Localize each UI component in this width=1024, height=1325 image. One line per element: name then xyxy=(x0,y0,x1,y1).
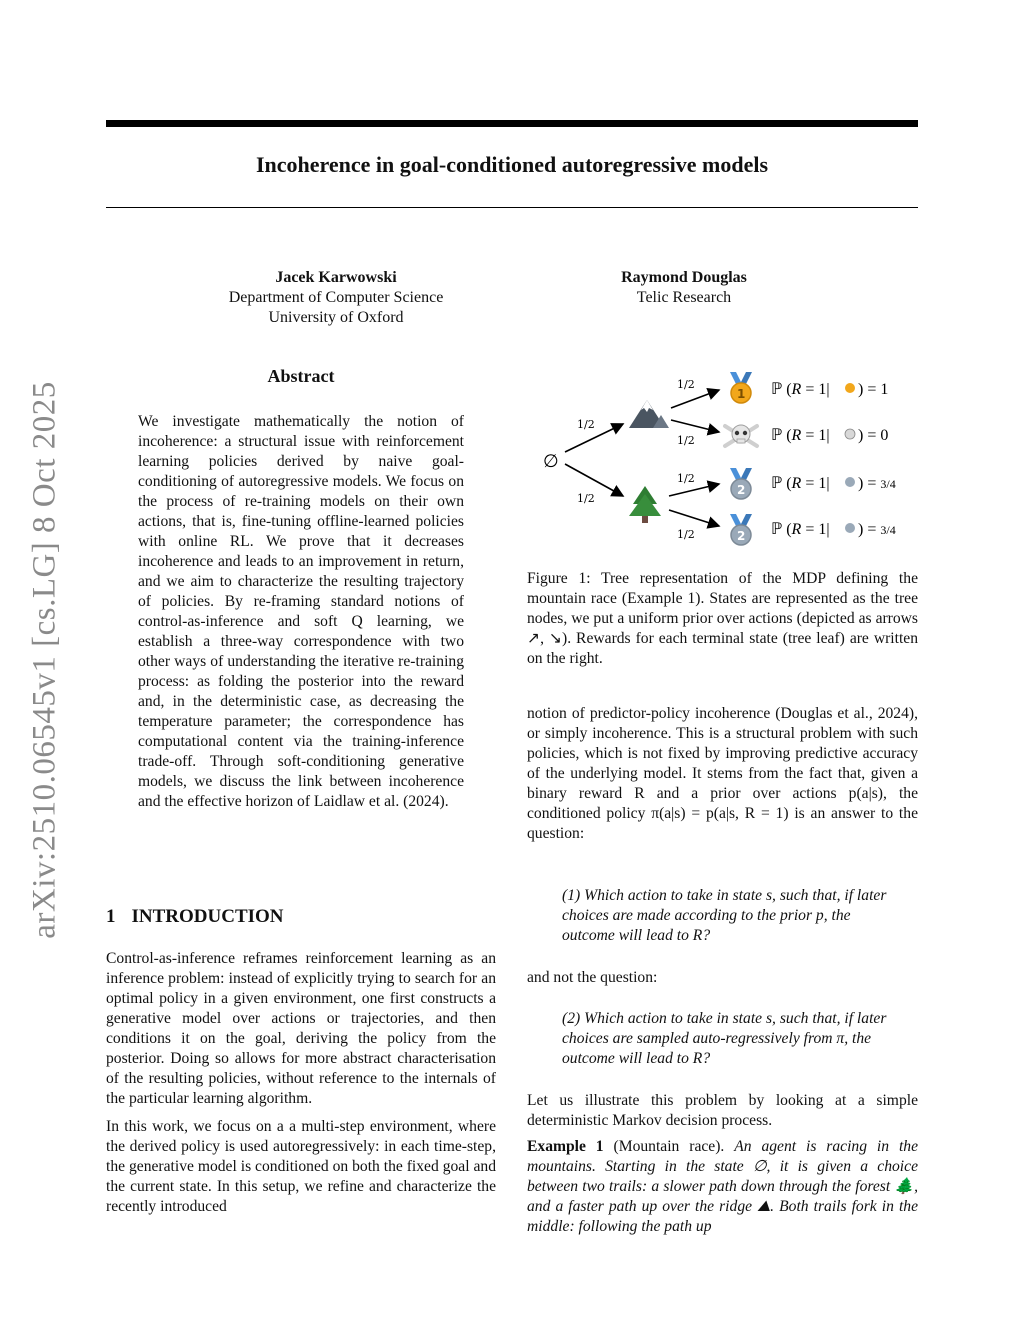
svg-text:ℙ (R = 1|: ℙ (R = 1| xyxy=(771,381,830,398)
prob-symbol: ℙ xyxy=(771,475,783,492)
silver-medal-icon xyxy=(730,514,752,545)
top-rule xyxy=(106,120,918,127)
arrow-up xyxy=(669,484,719,496)
paragraph: notion of predictor-policy incoherence (Douglas et al., 2024), or simply incoherence. This is a structural problem with such policies, which is not fixed by improving predictive accuracy of the underlying model. It stems from the fact that, given a binary reward R and a prior over actions p(a|s), the conditioned policy π(a|s) = p(a|s, R = 1) is an answer to the question: xyxy=(527,705,918,842)
author-name: Jacek Karwowski xyxy=(275,269,397,286)
prob-label: 1/2 xyxy=(677,472,695,485)
svg-text:ℙ (R = 1|: ℙ (R = 1| xyxy=(771,427,830,444)
author-affiliation: Department of Computer Science xyxy=(228,289,444,306)
title-rule xyxy=(106,207,918,208)
illustrate-paragraph xyxy=(527,1091,918,1139)
question-1: (1) Which action to take in state s, such that, if later choices are made according to the prior p, the outcome will lead to R? xyxy=(562,887,887,944)
and-not-line xyxy=(527,968,918,996)
prob-label: 1/2 xyxy=(677,378,695,391)
author-affiliation: Telic Research xyxy=(636,289,732,306)
example-text: An agent is racing in the mountains. Starting in the state ∅, it is given a choice between two trails: a slower path down through the forest 🌲, and a faster path up over the ridge ⛰. Both trails fork in the middle: following the path up xyxy=(527,1138,918,1235)
right-column-body xyxy=(527,704,918,852)
section-number: 1 xyxy=(106,906,116,927)
paragraph: Let us illustrate this problem by looking at a simple deterministic Markov decision process. xyxy=(527,1092,918,1129)
leaf-value: 3/4 xyxy=(880,523,896,537)
caption-text: Figure 1: Tree representation of the MDP defining the mountain race (Example 1). States are represented as the tree nodes, we put a uniform prior over actions (depicted as arrows ↗, ↘). Rewards for each terminal state (tree leaf) are written on the right. xyxy=(527,570,918,667)
prob-symbol: ℙ xyxy=(771,521,783,538)
arrow-down xyxy=(671,420,719,432)
abstract-heading: Abstract xyxy=(267,366,335,386)
gold-medal-icon xyxy=(730,372,752,403)
paragraph: and not the question: xyxy=(527,969,658,986)
mountain-icon xyxy=(629,400,669,428)
skull-icon xyxy=(725,425,757,446)
root-state: ∅ xyxy=(543,451,559,472)
example-paragraph xyxy=(527,1137,918,1237)
svg-text:) = 3/4: ) = 3/4 xyxy=(858,475,896,492)
intro-body xyxy=(106,949,496,1225)
prob-symbol: ℙ xyxy=(771,381,783,398)
author-affiliation: University of Oxford xyxy=(268,309,404,326)
svg-text:) = 1: ) = 1 xyxy=(858,381,889,398)
abstract-text: We investigate mathematically the notion of incoherence: a structural issue with reinforcement learning policies derived by naive goal-conditioning of autoregressive models. We focus on the process of re-training models on their own actions, that is, fine-tuning offline-learned policies with online RL. We prove that it decreases incoherence and leads to an improvement in return, and we aim to characterize the resulting trajectory of policies. By re-framing standard notions of control-as-inference and soft Q learning, we establish a three-way correspondence with two other ways of understanding the iterative re-training process: as folding the posterior into the reward and, in the deterministic case, as decreasing the temperature parameter; the correspondence has computational content via the training-inference trade-off. Through soft-conditioning generative models, we discuss the link between incoherence and the effective horizon of Laidlaw et al. (2024). xyxy=(138,413,464,810)
leaf-value: 3/4 xyxy=(880,477,896,491)
prob-label: 1/2 xyxy=(677,528,695,541)
prob-label: 1/2 xyxy=(577,492,595,505)
arxiv-id: arXiv:2510.06545v1 [cs.LG] 8 Oct 2025 xyxy=(26,381,63,939)
author-name: Raymond Douglas xyxy=(621,269,747,286)
tree-icon xyxy=(629,486,661,523)
abstract-body xyxy=(138,412,464,820)
paragraph: Control-as-inference reframes reinforcement learning as an inference problem: instead of explicitly trying to search for an optimal policy in a given environment, one first constructs a generative model over actions or trajectories, and then conditions it on the goal, deriving the policy from the posterior. Doing so allows for more abstract characterisation of the resulting policies, without reference to the internals of the particular learning algorithm. xyxy=(106,950,496,1107)
leaf-reward xyxy=(771,475,896,492)
leaf-reward xyxy=(771,381,888,398)
author-1 xyxy=(196,268,476,328)
example-label: Example 1 xyxy=(527,1138,604,1155)
example-1 xyxy=(527,1137,918,1237)
arrow-down xyxy=(669,510,719,526)
section-heading xyxy=(106,906,284,928)
medal-number: 1 xyxy=(737,387,746,401)
medal-number: 2 xyxy=(737,529,746,543)
prob-label: 1/2 xyxy=(677,434,695,447)
svg-text:) = 0: ) = 0 xyxy=(858,427,889,444)
mdp-tree-figure xyxy=(527,360,918,560)
leaf-value: 0 xyxy=(880,427,889,444)
prob-label: 1/2 xyxy=(577,418,595,431)
question-2: (2) Which action to take in state s, such that, if later choices are sampled auto-regressively from π, the outcome will lead to R? xyxy=(562,1010,887,1067)
paper-title: Incoherence in goal-conditioned autoregressive models xyxy=(255,152,769,177)
leaf-reward xyxy=(771,521,896,538)
figure-caption xyxy=(527,569,918,677)
prob-symbol: ℙ xyxy=(771,427,783,444)
paragraph: In this work, we focus on a a multi-step environment, where the derived policy is used autoregressively: in each time-step, the generative model is conditioned on both the fixed goal and the current state. In this setup, we refine and characterize the recently introduced xyxy=(106,1118,496,1215)
silver-medal-icon xyxy=(730,468,752,499)
leaf-reward xyxy=(771,427,888,444)
svg-text:ℙ (R = 1|: ℙ (R = 1| xyxy=(771,521,830,538)
section-title: INTRODUCTION xyxy=(131,906,284,927)
medal-number: 2 xyxy=(737,483,746,497)
svg-text:ℙ (R = 1|: ℙ (R = 1| xyxy=(771,475,830,492)
arrow-up xyxy=(671,390,719,408)
example-name: (Mountain race). xyxy=(613,1138,725,1155)
author-2 xyxy=(572,268,796,308)
svg-text:) = 3/4: ) = 3/4 xyxy=(858,521,896,538)
leaf-value: 1 xyxy=(880,381,889,398)
